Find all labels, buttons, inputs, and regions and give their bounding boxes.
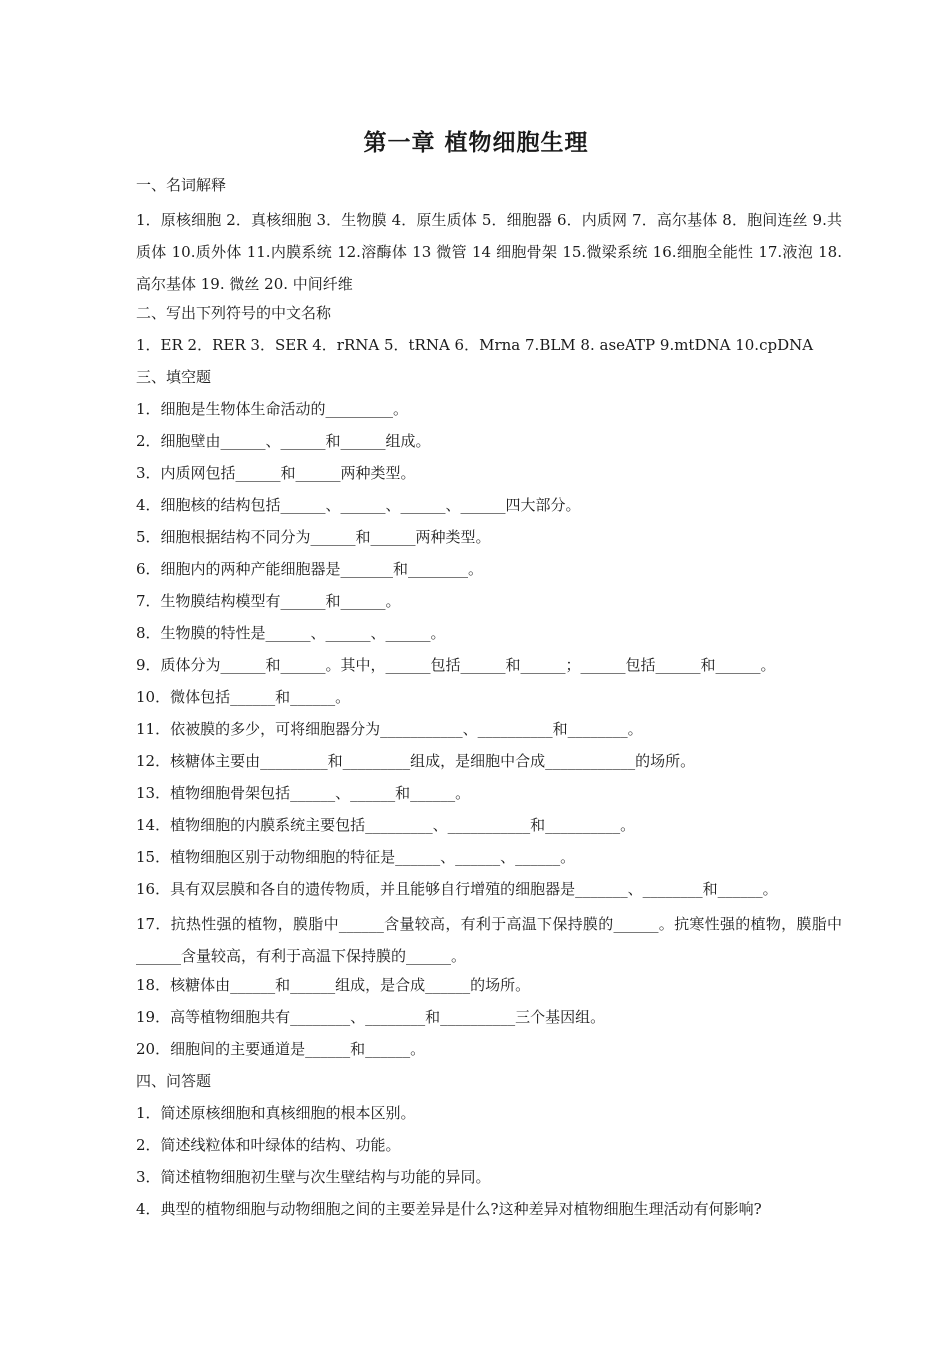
fill-item: 19．高等植物细胞共有________、________和__________三个基因组。	[136, 1008, 606, 1026]
section-heading-fill: 三、填空题	[136, 368, 212, 386]
question-item: 2．简述线粒体和叶绿体的结构、功能。	[136, 1136, 401, 1154]
document-body	[136, 172, 842, 1228]
page-title: 第一章 植物细胞生理	[363, 129, 589, 156]
fill-item: 1．细胞是生物体生命活动的_________。	[136, 400, 409, 418]
fill-item: 20．细胞间的主要通道是______和______。	[136, 1040, 426, 1058]
fill-item: 13．植物细胞骨架包括______、______和______。	[136, 784, 471, 802]
fill-item: 3．内质网包括______和______两种类型。	[136, 464, 416, 482]
question-item: 4．典型的植物细胞与动物细胞之间的主要差异是什么?这种差异对植物细胞生理活动有何影响?	[136, 1200, 762, 1218]
section-heading-symbols: 二、写出下列符号的中文名称	[136, 304, 332, 322]
fill-item: 2．细胞壁由______、______和______组成。	[136, 432, 431, 450]
fill-item: 15．植物细胞区别于动物细胞的特征是______、______、______。	[136, 848, 576, 866]
fill-item: 9．质体分为______和______。其中，______包括______和______；______包括______和______。	[136, 656, 776, 674]
fill-item: 16．具有双层膜和各自的遗传物质，并且能够自行增殖的细胞器是_______、________和______。	[136, 880, 778, 898]
fill-item: 8．生物膜的特性是______、______、______。	[136, 624, 446, 642]
fill-item: 18．核糖体由______和______组成，是合成______的场所。	[136, 976, 531, 994]
fill-item: 6．细胞内的两种产能细胞器是_______和________。	[136, 560, 484, 578]
fill-item: 7．生物膜结构模型有______和______。	[136, 592, 401, 610]
fill-item: 17．抗热性强的植物，膜脂中______含量较高，有利于高温下保持膜的______。抗寒性强的植物，膜脂中______含量较高，有利于高温下保持膜的______。	[136, 915, 842, 965]
fill-item: 5．细胞根据结构不同分为______和______两种类型。	[136, 528, 491, 546]
section-heading-questions: 四、问答题	[136, 1072, 212, 1090]
fill-item: 11．依被膜的多少，可将细胞器分为___________、__________和________。	[136, 720, 643, 738]
symbols-list: 1．ER 2．RER 3．SER 4．rRNA 5．tRNA 6．Mrna 7.BLM 8. aseATP 9.mtDNA 10.cpDNA	[136, 336, 814, 354]
terms-list: 1．原核细胞 2．真核细胞 3．生物膜 4．原生质体 5．细胞器 6．内质网 7．高尔基体 8．胞间连丝 9.共质体 10.质外体 11.内膜系统 12.溶酶体 13 微管 14 细胞骨架 15.微梁系统 16.细胞全能性 17.液泡 18. 高尔基体 19. 微丝 20. 中间纤维	[136, 211, 842, 293]
section-heading-terms: 一、名词解释	[136, 176, 227, 194]
question-item: 1．简述原核细胞和真核细胞的根本区别。	[136, 1104, 416, 1122]
fill-item: 4．细胞核的结构包括______、______、______、______四大部分。	[136, 496, 581, 514]
fill-item: 12．核糖体主要由_________和_________组成，是细胞中合成____________的场所。	[136, 752, 696, 770]
question-item: 3．简述植物细胞初生壁与次生壁结构与功能的异同。	[136, 1168, 491, 1186]
fill-item: 14．植物细胞的内膜系统主要包括_________、___________和__________。	[136, 816, 636, 834]
fill-item: 10．微体包括______和______。	[136, 688, 351, 706]
